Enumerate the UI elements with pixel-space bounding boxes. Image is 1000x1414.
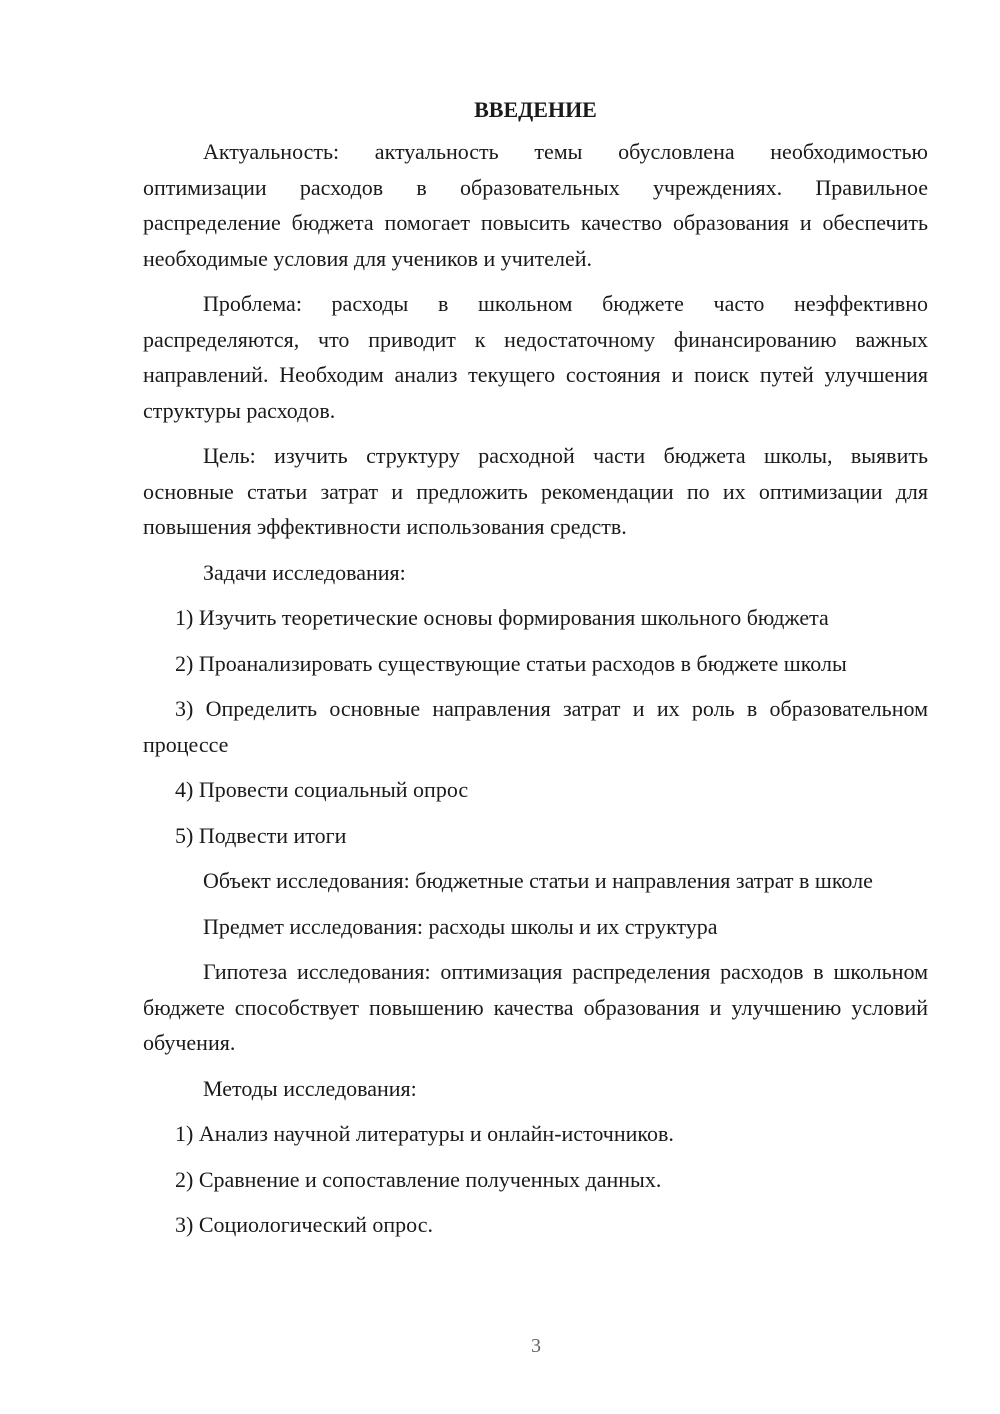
paragraph-subject: Предмет исследования: расходы школы и их структура [203,913,718,939]
task-item: 5) Подвести итоги [175,822,347,848]
page-title: ВВЕДЕНИЕ [474,97,597,122]
paragraph-hypothesis: Гипотеза исследования: оптимизация распределения расходов в школьном бюджете способствует повышению качества образования и улучшению условий обучения. [143,959,928,1055]
task-item: 3) Определить основные направления затрат и их роль в образовательном процессе [143,696,928,757]
paragraph-object: Объект исследования: бюджетные статьи и направления затрат в школе [203,868,873,893]
task-item: 4) Провести социальный опрос [175,777,469,802]
method-item: 1) Анализ научной литературы и онлайн-источников. [175,1121,674,1146]
paragraph-goal: Цель: изучить структуру расходной части бюджета школы, выявить основные статьи затрат и предложить рекомендации по их оптимизации для повышения эффективности использования средств. [143,443,928,539]
paragraph-relevance: Актуальность: актуальность темы обусловлена необходимостью оптимизации расходов в образовательных учреждениях. Правильное распределение бюджета помогает повысить качество образования и обеспечить необходимые условия для учеников и учителей. [143,139,928,271]
task-item: 1) Изучить теоретические основы формирования школьного бюджета [175,605,829,630]
paragraph-problem: Проблема: расходы в школьном бюджете часто неэффективно распределяются, что приводит к недостаточному финансированию важных направлений. Необходим анализ текущего состояния и поиск путей улучшения структуры расходов. [143,291,928,423]
document-page [143,92,928,1253]
methods-title: Методы исследования: [203,1075,417,1101]
task-item: 2) Проанализировать существующие статьи расходов в бюджете школы [175,650,847,676]
tasks-title: Задачи исследования: [203,559,406,585]
method-item: 3) Социологический опрос. [175,1212,433,1237]
page-number: 3 [531,1335,541,1357]
method-item: 2) Сравнение и сопоставление полученных данных. [175,1166,662,1192]
